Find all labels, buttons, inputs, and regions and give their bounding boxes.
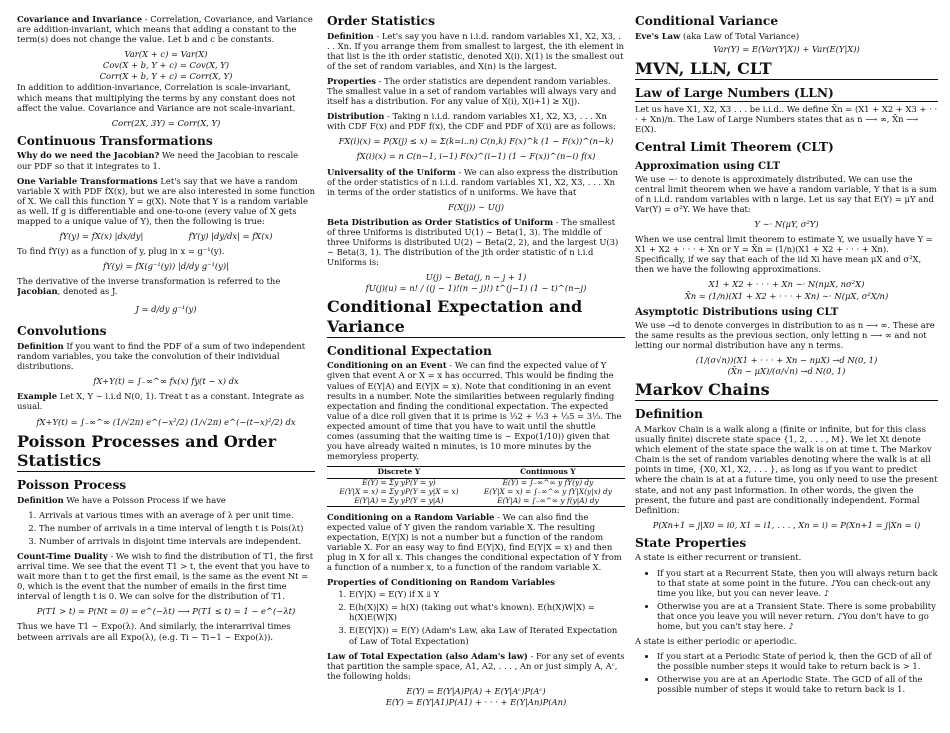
numbered-list [17,510,315,546]
paragraph [17,276,315,296]
bullet-list [635,568,938,631]
term: Eve's Law [635,30,681,41]
equation-group [327,272,625,293]
column-left [17,14,315,647]
equation: fX+Y(t) = ∫₋∞^∞ (1/√2π) e^(−x²/2) (1/√2π) e^(−(t−x)²/2) dx [36,416,296,427]
subsection-heading: Law of Large Numbers (LLN) [635,86,938,102]
text: - The smallest of three Uniforms is distributed U(1) ∼ Beta(1, 3). The middle of three Uniforms is distributed U(2) ∼ Beta(2, 2), and the largest U(3) ∼ Beta(3, 1). The distribution of the jth order statistic of n i.i.d Uniforms is: [327,216,619,268]
subsection-heading: State Properties [635,535,747,550]
subsection-heading: Definition [635,407,703,422]
text: - We wish to find the distribution of T1, the first arrival time. We see that the event T1 > t, the event that you have to wait more than t to get the first email, is the same as the event Nt = 0, which is the event that the number of emails in the first time interval of length t is 0. We can solve for the distribution of T1. [17,550,314,602]
equation: fY(y) |dy/dx| = fX(x) [188,230,273,241]
text: We have a Poisson Process if we have [63,494,226,505]
paragraph: A Markov Chain is a walk along a (finite or infinite, but for this class usually finite) discrete state space {1, 2, . . . , M}. We let Xt denote which element of the state space the walk is on at time t. The Markov Chain is the set of random variables denoting where the walk is at all points in time, {X0, X1, X2, . . . }, as long as if you want to predict where the chain is at at a future time, you only need to use the present state, and not any past information. In other words, the given the present, the future and past are conditionally independent. Formal Definition: [635,424,938,515]
table-cell: E(Y) = ∫₋∞^∞ y fY(y) dy [502,478,594,488]
equation-row [17,231,315,241]
term: Covariance and Invariance [17,14,143,24]
subsection-heading: Conditional Expectation [327,343,492,358]
section-heading: Markov Chains [635,380,938,401]
section-heading: Convolutions [17,324,107,339]
column-right [635,14,938,699]
list-item: 1. E(Y|X) = E(Y) if X ⫫ Y [349,589,625,599]
table-cell: E(Y|A) = Σy yP(Y = y|A) [327,497,471,506]
list-item: 3. E(E(Y|X)) = E(Y) (Adam's Law, aka Law of Iterated Expectation of Law of Total Expectation) [349,625,625,645]
equation-group [327,686,625,707]
paragraph [327,111,625,131]
equation: FX(i)(x) = P(X(j) ≤ x) = Σ(k=i..n) C(n,k) F(x)^k (1 − F(x))^(n−k) [338,136,614,147]
paragraph: We use ∼· to denote is approximately distributed. We can use the central limit theorem when we have a random variable, Y that is a sum of n i.i.d. random variables with n large. Let us say that E(Y) = μY and Var(Y) = σ²Y. We have that: [635,173,937,214]
term: Conditioning on a Random Variable [327,511,495,522]
equation: Corr(X + b, Y + c) = Corr(X, Y) [99,71,233,82]
list-item: 1. Arrivals at various times with an average of λ per unit time. [39,510,315,520]
paragraph [635,31,938,41]
text: Let X, Y ∼ i.i.d N(0, 1). Treat t as a constant. Integrate as usual. [17,391,304,412]
equation: X̄n = (1/n)(X1 + X2 + · · · + Xn) ∼· N(μX, σ²X/n) [684,290,889,301]
section-heading: Order Statistics [327,14,435,28]
equation: Cov(X + b, Y + c) = Cov(X, Y) [102,60,230,71]
numbered-list [327,589,625,645]
term: Properties [327,75,376,86]
paragraph: Thus we have T1 ∼ Expo(λ). And similarly, the interarrival times between arrivals are all Expo(λ), (e.g. Ti − Ti−1 ∼ Expo(λ)). [17,621,291,642]
equation: Y ∼· N(μY, σ²Y) [754,219,819,230]
paragraph: A state is either recurrent or transient. [635,552,802,563]
paragraph [327,512,625,572]
term: One Variable Transformations [17,175,158,186]
paragraph [327,217,625,267]
term: Count-Time Duality [17,550,108,561]
expectation-table [327,466,625,507]
term: Universality of the Uniform [327,166,456,177]
paragraph [17,176,315,226]
table-header: Discrete Y [327,467,471,479]
paragraph: To find fY(y) as a function of y, plug in x = g⁻¹(y). [17,246,225,257]
text: - Correlation, Covariance, and Variance are addition-invariant, which means that adding a constant to the term(s) does not change the value. Let b and c be constants. [17,14,313,45]
equation: Corr(2X, 3Y) = Corr(X, Y) [111,117,221,128]
list-item: 3. Number of arrivals in disjoint time intervals are independent. [39,536,315,546]
text: - We can also find the expected value of Y given the random variable X. The resulting expectation, E(Y|X) is not a number but a function of the random variable X. For an easy way to find E(Y|X), find E(Y|X = x) and then plug in X for all x. This changes the conditional expectation of Y from a function of a number x, to a function of the random variable X. [327,511,622,573]
paragraph [327,76,625,106]
term: Definition [327,30,374,41]
text: - We can also express the distribution of the order statistics of n i.i.d. random variables X1, X2, X3, . . . Xn in terms of the order statistics of n uniforms. We have that [327,166,619,197]
subsubsection-heading: Approximation using CLT [635,159,781,172]
text: - We can find the expected value of Y given that event A or X = x has occurred. This would be finding the values of E(Y|A) and E(Y|X = x). Note that conditioning in an event results in a number. Note the similarities between regularly finding expectation and finding the conditional expectation. The expected value of a dice roll given that it is prime is ⅓2 + ⅓3 + ⅓5 = 3⅓. The expected amount of time that you have to wait until the shuttle comes (assuming that the waiting time is ∼ Expo(1/10)) given that you have already waited n minutes, is 10 more minutes by the memoryless property. [327,360,622,462]
term: Definition [17,494,64,505]
table-cell: E(Y|X = x) = Σy yP(Y = y|X = x) [339,486,459,496]
list-item: • Otherwise you are at an Aperiodic State. The GCD of all of the possible number of steps it would take to return back is 1. [657,674,938,694]
section-heading: Conditional Expectation and Variance [327,297,625,337]
paragraph [17,391,315,411]
section-heading: MVN, LLN, CLT [635,59,938,80]
equation: E(Y) = E(Y|A1)P(A1) + · · · + E(Y|An)P(An) [385,696,567,707]
equation: Var(X + c) = Var(X) [124,49,208,60]
equation: E(Y) = E(Y|A)P(A) + E(Y|Aᶜ)P(Aᶜ) [406,685,546,696]
paragraph [17,341,315,371]
list-item: 2. The number of arrivals in a time interval of length t is Pois(λt) [39,523,315,533]
subsection-heading: Central Limit Theorem (CLT) [635,139,834,154]
term: Properties of Conditioning on Random Variables [327,577,555,588]
subsubsection-heading: Asymptotic Distributions using CLT [635,305,839,318]
equation: fX(i)(x) = n C(n−1, i−1) F(x)^(i−1) (1 − F(x))^(n−i) f(x) [356,151,596,162]
paragraph [327,651,625,681]
text: - Taking n i.i.d. random variables X1, X2, X3, . . . Xn with CDF F(x) and PDF f(x), the CDF and PDF of X(i) are as follows: [327,111,616,132]
table-cell: E(Y|X = x) = ∫₋∞^∞ y fY|X(y|x) dy [483,486,612,496]
term: Jacobian [17,286,58,297]
equation: J = d/dy g⁻¹(y) [135,304,197,315]
term: Why do we need the Jacobian? [17,150,160,161]
term: Example [17,391,58,402]
equation: (X̄n − μX)/(σ/√n) →d N(0, 1) [727,366,846,377]
paragraph [327,360,625,461]
text: (aka Law of Total Variance) [680,30,800,41]
paragraph [327,167,625,197]
table-header: Continuous Y [471,467,625,479]
equation: (1/(σ√n))(X1 + · · · + Xn − nμX) →d N(0, 1) [695,355,878,366]
text: - The order statistics are dependent random variables. The smallest value in a set of random variables will always vary and itself has a distribution. For any value of X(i), X(i+1) ≥ X(j). [327,75,617,107]
equation-group [635,279,938,300]
term: Distribution [327,111,385,122]
term: Definition [17,341,64,352]
equation: fY(y) = fX(g⁻¹(y)) |d/dy g⁻¹(y)| [103,261,229,272]
term: Beta Distribution as Order Statistics of Uniform [327,216,554,227]
section-heading: Conditional Variance [635,14,779,28]
paragraph [327,31,625,71]
text: , denoted as J. [57,286,118,297]
equation: P(T1 > t) = P(Nt = 0) = e^(−λt) ⟶ P(T1 ≤ t) = 1 − e^(−λt) [36,606,296,617]
paragraph [17,551,315,601]
text: We need the Jacobian to rescale our PDF so that it integrates to 1. [17,150,299,171]
bullet-list [635,651,938,694]
text: If you want to find the PDF of a sum of two independent random variables, you take the convolution of their individual distributions. [17,341,306,372]
text: Let's say that we have a random variable X with PDF fX(x), but we are also interested in some function of X. We call this function Y = g(X). Note that Y is a random variable as well. If g is differentiable and one-to-one (every value of X gets mapped to a unique value of Y), then the following is true: [17,175,315,226]
text: The derivative of the inverse transformation is referred to the [17,276,281,287]
list-item: • If you start at a Periodic State of period k, then the GCD of all of the possible number steps it would take to return back is > 1. [657,651,938,671]
paragraph: We use →d to denote converges in distribution to as n ⟶ ∞. These are the same results as the previous section, only letting n ⟶ ∞ and not letting our normal distribution have any n terms. [635,319,935,350]
list-item: • If you start at a Recurrent State, then you will always return back to that state at some point in the future. ♪You can check-out any time you like, but you can never leave. ♪ [657,568,938,598]
paragraph [17,150,315,170]
paragraph [327,577,625,587]
paragraph [17,14,315,44]
paragraph: Let us have X1, X2, X3 . . . be i.i.d.. We define X̄n = (X1 + X2 + X3 + · · · + Xn)/n. The Law of Large Numbers states that as n ⟶ ∞, X̄n ⟶ E(X). [635,103,938,134]
equation-group [635,355,938,376]
text: - For any set of events that partition the sample space, A1, A2, . . . , An or just simply A, Aᶜ, the following holds: [327,650,625,681]
term: Conditioning on an Event [327,360,447,371]
equation: F(X(j)) ∼ U(j) [448,201,504,212]
section-heading: Poisson Processes and Order Statistics [17,432,315,472]
subsection-heading: Poisson Process [17,478,127,492]
section-heading: Continuous Transformations [17,133,213,148]
equation: fX+Y(t) = ∫₋∞^∞ fx(x) fy(t − x) dx [93,376,239,387]
table-cell: E(Y|A) = ∫₋∞^∞ y f(y|A) dy [471,497,625,506]
equation: fU(j)(u) = n! / ((j − 1)!(n − j)!) t^(j−1) (1 − t)^(n−j) [365,283,587,294]
term: Law of Total Expectation (also Adam's law) [327,650,528,661]
paragraph: A state is either periodic or aperiodic. [635,636,797,647]
list-item: 2. E(h(X)|X) = h(X) (taking out what's known). E(h(X)W|X) = h(X)E(W|X) [349,602,625,622]
text: - Let's say you have n i.i.d. random variables X1, X2, X3, . . . Xn. If you arrange them from smallest to largest, the ith element in that list is the ith order statistic, denoted X(i). X(1) is the smallest out of the set of random variables, and X(n) is the largest. [327,30,625,71]
list-item: • Otherwise you are at a Transient State. There is some probability that once you leave you will never return. ♪You don't have to go home, but you can't stay here. ♪ [657,601,938,631]
column-middle [327,14,625,708]
equation: X1 + X2 + · · · + Xn ∼· N(nμX, nσ²X) [708,279,865,290]
equation: P(Xn+1 = j|X0 = i0, X1 = i1, . . . , Xn = i) = P(Xn+1 = j|Xn = i) [652,519,921,530]
equation: fY(y) = fX(x) |dx/dy| [59,230,144,241]
equation: U(j) ∼ Beta(j, n − j + 1) [425,272,527,283]
paragraph: When we use central limit theorem to estimate Y, we usually have Y = X1 + X2 + · · · + Xn or Y = X̄n = (1/n)(X1 + X2 + · · · + Xn). Specifically, if we say that each of the iid Xi have mean μX and σ²X, then we have the following approximations. [635,234,933,275]
table-header-row [327,467,625,479]
paragraph: In addition to addition-invariance, Correlation is scale-invariant, which means that multiplying the terms by any constant does not affect the value. Covariance and Variance are not scale-invariant. [17,82,296,113]
table-row [327,497,625,506]
equation: Var(Y) = E(Var(Y|X)) + Var(E(Y|X)) [713,43,860,54]
equation-group [17,49,315,81]
table-cell: E(Y) = Σy yP(Y = y) [362,478,436,488]
paragraph [17,495,315,505]
